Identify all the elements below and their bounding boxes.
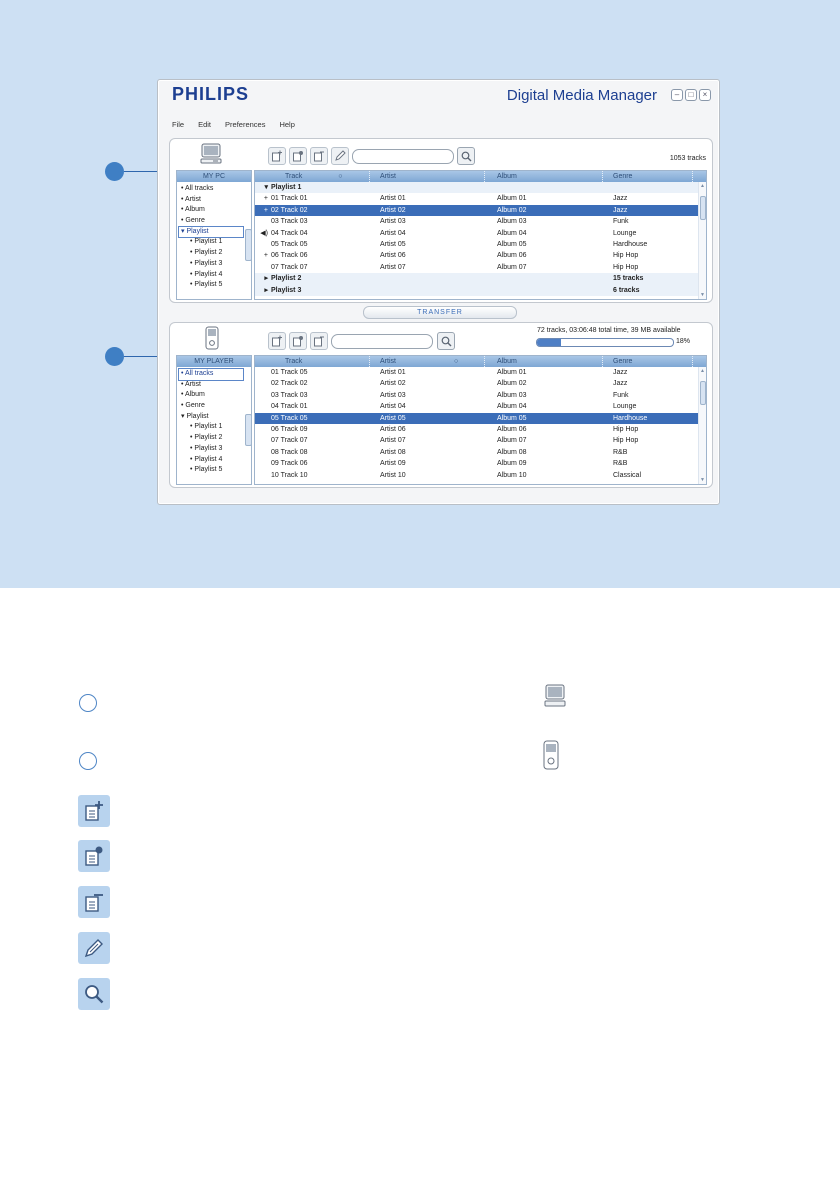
legend-callout-2 [79,752,97,770]
album-cell: Album 06 [497,252,527,260]
player-sidebar-scroll-thumb[interactable] [245,414,252,446]
album-cell: Album 10 [497,471,527,479]
legend-add-to-playlist-icon [78,795,110,827]
pc-playlist-group-row[interactable] [255,285,706,296]
player-track-row[interactable] [255,447,706,458]
player-sidebar-header: MY PLAYER [177,356,251,367]
artist-cell: Artist 01 [380,369,406,376]
player-table-scrollbar[interactable]: ▲ ▼ [698,367,706,484]
edit-track-button[interactable] [331,147,349,165]
player-storage-progress [536,338,674,347]
track-title: 04 Track 01 [271,403,308,411]
add-new-playlist-icon [292,150,304,162]
genre-cell: Jazz [613,206,628,214]
player-device-icon [205,326,219,355]
genre-cell: Funk [613,391,629,399]
player-sidebar-item[interactable]: • Genre [181,402,205,410]
album-cell: Album 04 [497,229,527,237]
col-artist-header[interactable]: Artist [370,171,485,182]
genre-cell: Jazz [613,195,628,203]
artist-cell: Artist 09 [380,460,406,468]
player-sidebar-item[interactable]: • All tracks [179,369,243,380]
pc-playlist-group-row[interactable] [255,273,706,284]
track-title: 02 Track 02 [271,380,308,388]
genre-cell: Hip Hop [613,263,639,271]
search-icon [441,336,452,347]
sort-indicator-icon: ○ [453,358,459,365]
maximize-button[interactable]: □ [685,89,697,101]
legend-pc-icon [543,684,567,713]
legend-remove-from-playlist-icon [78,886,110,918]
genre-cell: Funk [613,218,629,226]
player-search-input[interactable] [331,334,433,349]
track-title: 01 Track 05 [271,369,308,376]
player-remove-from-playlist-button[interactable] [310,332,328,350]
artist-cell [370,182,485,193]
genre-cell: Hardhouse [613,414,648,422]
artist-cell: Artist 07 [380,437,406,445]
legend-add-new-playlist-icon [78,840,110,872]
pc-sidebar-item[interactable]: • Album [181,206,205,214]
genre-cell: Hip Hop [613,437,639,445]
album-cell: Album 03 [497,218,527,226]
remove-from-playlist-icon [313,150,325,162]
callout-1-marker [105,162,124,181]
album-cell: Album 04 [497,403,527,411]
artist-cell: Artist 10 [380,471,406,479]
track-title: 10 Track 10 [271,471,308,479]
album-cell: Album 02 [497,380,527,388]
remove-from-playlist-icon [313,335,325,347]
player-track-row[interactable] [255,390,706,401]
menu-edit[interactable]: Edit [198,120,212,129]
genre-cell: R&B [613,448,628,456]
artist-cell: Artist 07 [380,263,406,271]
player-track-row[interactable] [255,413,706,424]
player-track-row[interactable] [255,470,706,481]
player-library-sidebar [176,355,252,485]
menu-file[interactable]: File [172,120,185,129]
playlist-count-cell: 15 tracks [613,275,644,283]
track-title: 02 Track 02 [271,206,308,214]
track-title: 04 Track 04 [271,229,308,237]
track-title: 06 Track 06 [271,252,308,260]
menu-preferences[interactable]: Preferences [225,120,266,129]
playlist-name: Playlist 1 [271,184,302,191]
pc-sidebar-item[interactable]: • All tracks [181,185,214,192]
album-cell: Album 09 [497,460,527,468]
player-track-row[interactable] [255,458,706,469]
player-add-to-playlist-button[interactable] [268,332,286,350]
player-table-header [255,356,706,367]
artist-cell: Artist 04 [380,229,406,237]
playlist-name: Playlist 2 [271,275,302,283]
menu-bar [172,120,309,129]
artist-cell: Artist 01 [380,195,406,203]
album-cell: Album 05 [497,240,527,248]
track-title: 09 Track 06 [271,460,308,468]
artist-cell: Artist 05 [380,414,406,422]
track-title: 05 Track 05 [271,240,308,248]
player-storage-fill [537,339,561,346]
my-pc-pane [169,138,713,303]
album-cell [485,182,603,193]
album-cell: Album 07 [497,437,527,445]
pc-sidebar-item[interactable]: • Playlist 3 [190,259,223,267]
player-track-row[interactable] [255,424,706,435]
artist-cell: Artist 06 [380,425,406,433]
track-title: 01 Track 01 [271,195,308,203]
col-album-header[interactable]: Album [485,171,603,182]
artist-cell: Artist 04 [380,403,406,411]
track-title: 03 Track 03 [271,218,308,226]
player-sidebar-item[interactable]: • Playlist 2 [190,434,223,442]
pc-track-count: 1053 tracks [669,155,706,162]
player-col-track-header[interactable]: Track [255,356,370,367]
pc-table-header [255,171,706,182]
pc-track-row[interactable] [255,239,706,250]
app-title: Digital Media Manager [506,87,657,104]
add-to-playlist-icon [271,150,283,162]
sort-indicator-icon: ○ [338,173,343,180]
legend-callout-1 [79,694,97,712]
genre-cell: Hip Hop [613,252,639,260]
pc-track-row[interactable] [255,193,706,204]
window-controls [671,89,711,101]
genre-cell: Lounge [613,403,637,411]
player-track-table [254,355,707,485]
pc-table-scrollbar[interactable]: ▲ ▼ [698,182,706,299]
player-track-row[interactable] [255,435,706,446]
track-status-icon: + [263,252,268,260]
pc-track-table [254,170,707,300]
legend-player-icon [543,740,559,775]
pc-table-scroll-thumb[interactable] [700,196,706,220]
player-col-album-header[interactable]: Album [485,356,603,367]
track-title: 05 Track 05 [271,414,308,422]
pc-sidebar-item[interactable]: • Playlist 5 [190,281,223,289]
player-col-artist-header[interactable]: Artist ○ [370,356,485,367]
pc-playlist-group-row[interactable] [255,182,706,193]
artist-cell: Artist 02 [380,206,406,214]
edit-track-icon [334,150,346,162]
player-track-row[interactable] [255,401,706,412]
track-title: 07 Track 07 [271,263,308,271]
album-cell: Album 01 [497,195,527,203]
artist-cell: Artist 03 [380,218,406,226]
artist-cell [370,285,485,296]
add-new-playlist-icon [292,335,304,347]
player-col-genre-header[interactable]: Genre [603,356,693,367]
track-title: 03 Track 03 [271,391,308,399]
player-storage-percent: 18% [676,338,691,345]
player-sidebar-item[interactable]: • Playlist 4 [190,455,223,463]
pc-search-input[interactable] [352,149,454,164]
album-cell: Album 08 [497,448,527,456]
minimize-button[interactable]: – [671,89,683,101]
col-genre-header[interactable]: Genre [603,171,693,182]
track-title: 08 Track 08 [271,448,308,456]
pc-sidebar-item[interactable]: • Playlist 4 [190,270,223,278]
artist-cell: Artist 05 [380,240,406,248]
genre-cell: Classical [613,471,642,479]
player-track-row[interactable] [255,367,706,378]
player-status-text: 72 tracks, 03:06:48 total time, 39 MB available [537,327,681,334]
add-new-playlist-button[interactable] [289,147,307,165]
album-cell: Album 02 [497,206,527,214]
player-sidebar-item[interactable]: • Playlist 1 [190,423,223,431]
track-status-icon: + [263,195,268,203]
artist-cell: Artist 02 [380,380,406,388]
artist-cell: Artist 08 [380,448,406,456]
pc-sidebar-header: MY PC [177,171,251,182]
album-cell: Album 05 [497,414,527,422]
pc-track-row[interactable] [255,262,706,273]
col-track-header[interactable]: Track ○ [255,171,370,182]
legend-search-icon [78,978,110,1010]
player-sidebar-item[interactable]: • Artist [181,380,201,388]
expand-toggle-icon[interactable]: ▸ [264,275,268,283]
track-title: 06 Track 09 [271,425,308,433]
transfer-button[interactable]: TRANSFER [363,306,517,319]
pc-monitor-icon [200,143,222,170]
player-track-row[interactable] [255,378,706,389]
player-sidebar-item[interactable]: • Playlist 5 [190,466,223,474]
pc-sidebar-scroll-thumb[interactable] [245,229,252,261]
player-sidebar-scrollbar[interactable] [245,369,250,482]
album-cell: Album 03 [497,391,527,399]
genre-cell: R&B [613,460,628,468]
genre-cell: Jazz [613,369,628,376]
pc-sidebar-item[interactable]: • Artist [181,195,201,203]
player-sidebar-item[interactable]: • Album [181,391,205,399]
pc-library-sidebar [176,170,252,300]
add-to-playlist-button[interactable] [268,147,286,165]
player-search-button[interactable] [437,332,455,350]
track-status-icon: ◀) [260,229,268,237]
album-cell: Album 06 [497,425,527,433]
album-cell: Album 07 [497,263,527,271]
pc-sidebar-item[interactable]: • Playlist 1 [190,238,223,246]
expand-toggle-icon[interactable]: ▾ [264,184,268,191]
menu-help[interactable]: Help [279,120,295,129]
album-cell [485,273,603,284]
pc-track-row[interactable] [255,216,706,227]
title-bar [158,80,719,110]
player-toolbar [268,332,328,350]
app-window [157,79,720,505]
player-table-scroll-thumb[interactable] [700,381,706,405]
pc-track-row[interactable] [255,228,706,239]
pc-sidebar-item[interactable]: • Playlist 2 [190,249,223,257]
callout-2-marker [105,347,124,366]
playlist-count-cell: 6 tracks [613,286,640,294]
pc-sidebar-item[interactable]: • Genre [181,217,205,225]
pc-track-row[interactable] [255,250,706,261]
artist-cell: Artist 06 [380,252,406,260]
pc-sidebar-item[interactable]: ▾ Playlist [179,227,243,238]
pc-toolbar [268,147,349,165]
pc-sidebar-scrollbar[interactable] [245,184,250,297]
playlist-count-cell [603,182,693,193]
philips-logo: PHILIPS [172,84,250,104]
pc-search-button[interactable] [457,147,475,165]
player-sidebar-item[interactable]: ▾ Playlist [181,412,209,420]
expand-toggle-icon[interactable]: ▸ [264,286,268,294]
track-status-icon: + [263,206,268,214]
album-cell: Album 01 [497,369,527,376]
add-to-playlist-icon [271,335,283,347]
track-title: 07 Track 07 [271,437,308,445]
album-cell [485,285,603,296]
player-sidebar-item[interactable]: • Playlist 3 [190,444,223,452]
genre-cell: Lounge [613,229,637,237]
genre-cell: Jazz [613,380,628,388]
artist-cell: Artist 03 [380,391,406,399]
search-icon [461,151,472,162]
remove-from-playlist-button[interactable] [310,147,328,165]
legend-edit-track-icon [78,932,110,964]
genre-cell: Hardhouse [613,240,648,248]
pc-track-row[interactable] [255,205,706,216]
player-add-new-playlist-button[interactable] [289,332,307,350]
playlist-name: Playlist 3 [271,286,302,294]
artist-cell [370,273,485,284]
genre-cell: Hip Hop [613,425,639,433]
close-button[interactable]: × [699,89,711,101]
